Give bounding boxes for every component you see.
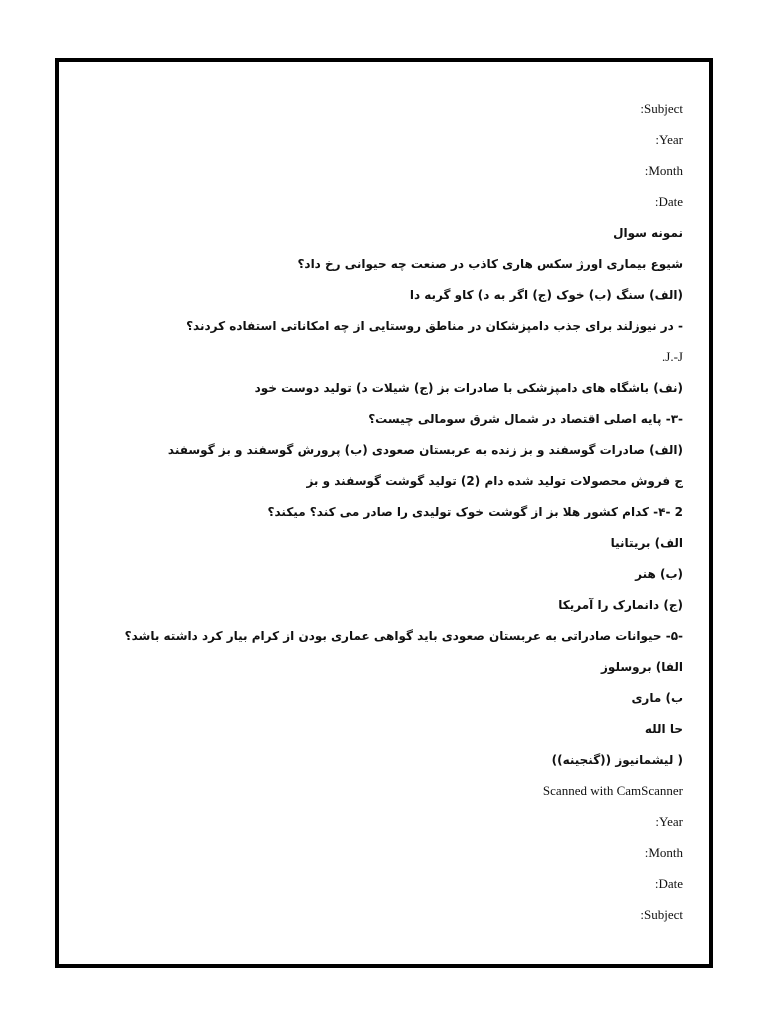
subject-label-repeat: :Subject: [640, 907, 683, 922]
question-5-option-b: ب) ماری: [631, 691, 683, 705]
question-3-options-a: (الف) صادرات گوسفند و بز زنده به عربستان صعودی (ب) پرورش گوسفند و بز گوسفند: [167, 443, 683, 457]
question-1-options: (الف) سنگ (ب) خوک (ج) اگر به د) کاو گربه دا: [409, 288, 683, 302]
scanner-watermark: Scanned with CamScanner: [542, 783, 683, 798]
month-label: :Month: [644, 163, 683, 178]
date-label: :Date: [654, 194, 683, 209]
question-2-marker: .J.-J: [662, 349, 683, 364]
question-1: شیوع بیماری اورژ سکس هاری کاذب در صنعت چه حیوانی رخ داد؟: [297, 257, 683, 271]
question-5-option-a: الفا) بروسلوز: [601, 660, 683, 674]
question-5: -۵- حیوانات صادراتی به عربستان صعودی باید گواهی عماری بودن از کرام بیار کرد داشته باشد؟: [124, 629, 683, 643]
document-body: [59, 62, 709, 964]
question-2: - در نیوزلند برای جذب دامپزشکان در مناطق روستایی از چه امکاناتی استفاده کردند؟: [186, 319, 683, 333]
page-border-frame: [55, 58, 713, 968]
question-5-option-d: ( لیشمانیوز ((گنجینه)): [551, 753, 683, 767]
question-3: -۳- پایه اصلی اقتصاد در شمال شرق سومالی چیست؟: [368, 412, 683, 426]
month-label-repeat: :Month: [644, 845, 683, 860]
question-4-option-a: الف) بریتانیا: [610, 536, 683, 550]
year-label-repeat: :Year: [655, 814, 683, 829]
date-label-repeat: :Date: [654, 876, 683, 891]
year-label: :Year: [655, 132, 683, 147]
sample-questions-heading: نمونه سوال: [613, 226, 683, 240]
question-5-option-c: حا الله: [644, 722, 683, 736]
question-4-option-c: (ج) دانمارک را آمریکا: [558, 598, 683, 612]
question-3-options-b: ج فروش محصولات تولید شده دام (2) تولید گوشت گوسفند و بز: [306, 474, 683, 488]
subject-label: :Subject: [640, 101, 683, 116]
question-4: 2 -۴- کدام کشور هلا بز از گوشت خوک تولیدی را صادر می کند؟ میکند؟: [267, 505, 683, 519]
question-2-options: (نف) باشگاه های دامپزشکی با صادرات بز (ج) شیلات د) تولید دوست خود: [254, 381, 683, 395]
question-4-option-b: (ب) هنر: [635, 567, 683, 581]
